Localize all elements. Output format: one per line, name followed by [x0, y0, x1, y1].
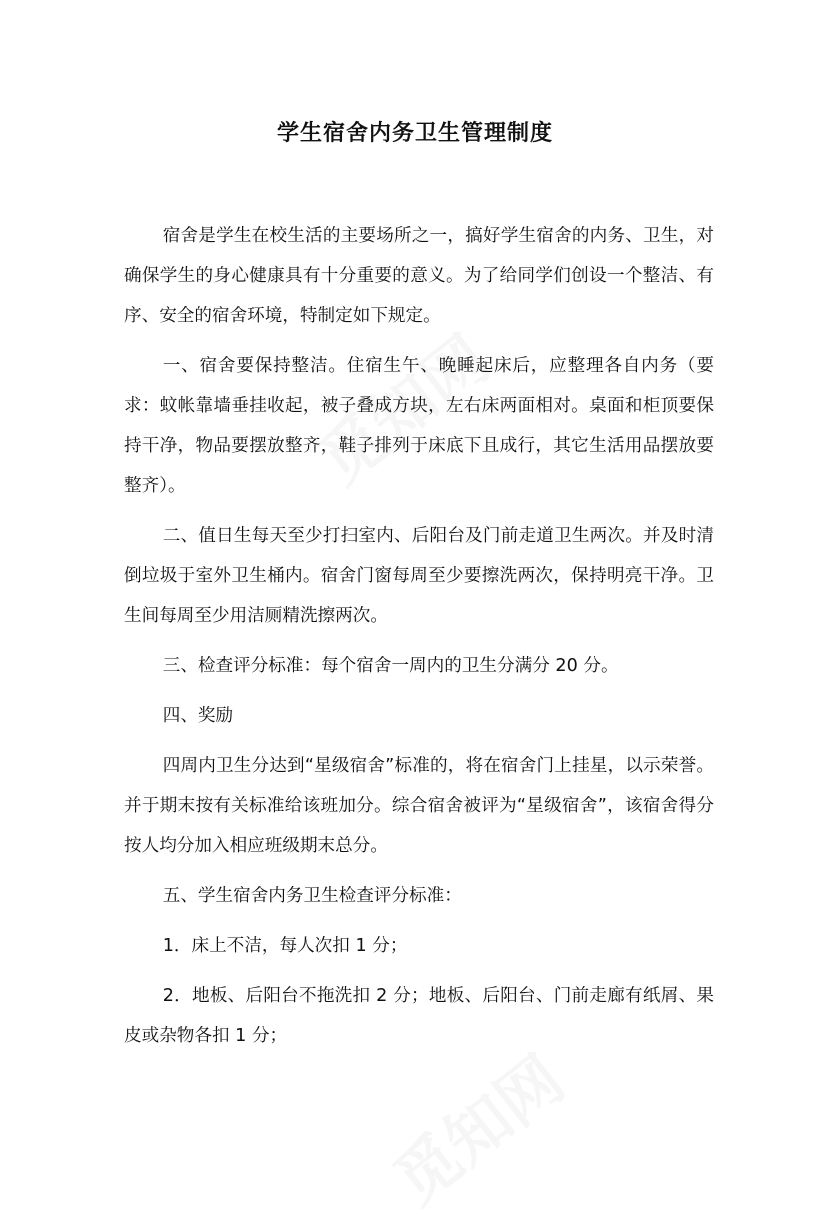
- rule-tidiness-paragraph: 一、宿舍要保持整洁。住宿生午、晚睡起床后，应整理各自内务（要求：蚊帐靠墙垂挂收起，被子叠成方块，左右床两面相对。桌面和柜顶要保持干净，物品要摆放整齐，鞋子排列于床底下且成行，其它生活用品摆放要整齐）。: [124, 356, 714, 496]
- intro-paragraph: 宿舍是学生在校生活的主要场所之一，搞好学生宿舍的内务、卫生，对确保学生的身心健康具有十分重要的意义。为了给同学们创设一个整洁、有序、安全的宿舍环境，特制定如下规定。: [124, 226, 714, 326]
- reward-heading: 四、奖励: [162, 706, 234, 726]
- document-title: 学生宿舍内务卫生管理制度: [276, 121, 553, 146]
- criteria-item-1: 1．床上不洁，每人次扣 1 分；: [162, 936, 408, 956]
- reward-paragraph: 四周内卫生分达到“星级宿舍”标准的，将在宿舍门上挂星，以示荣誉。并于期末按有关标准给该班加分。综合宿舍被评为“星级宿舍”，该宿舍得分按人均分加入相应班级期末总分。: [124, 756, 714, 856]
- criteria-heading: 五、学生宿舍内务卫生检查评分标准：: [162, 886, 462, 906]
- criteria-item-2: 2．地板、后阳台不拖洗扣 2 分；地板、后阳台、门前走廊有纸屑、果皮或杂物各扣 1 分；: [124, 986, 714, 1046]
- rule-scoring-paragraph: 三、检查评分标准：每个宿舍一周内的卫生分满分 20 分。: [162, 656, 619, 676]
- rule-cleaning-paragraph: 二、值日生每天至少打扫室内、后阳台及门前走道卫生两次。并及时清倒垃圾于室外卫生桶内。宿舍门窗每周至少要擦洗两次，保持明亮干净。卫生间每周至少用洁厕精洗擦两次。: [124, 526, 714, 626]
- document-body: [124, 216, 714, 1066]
